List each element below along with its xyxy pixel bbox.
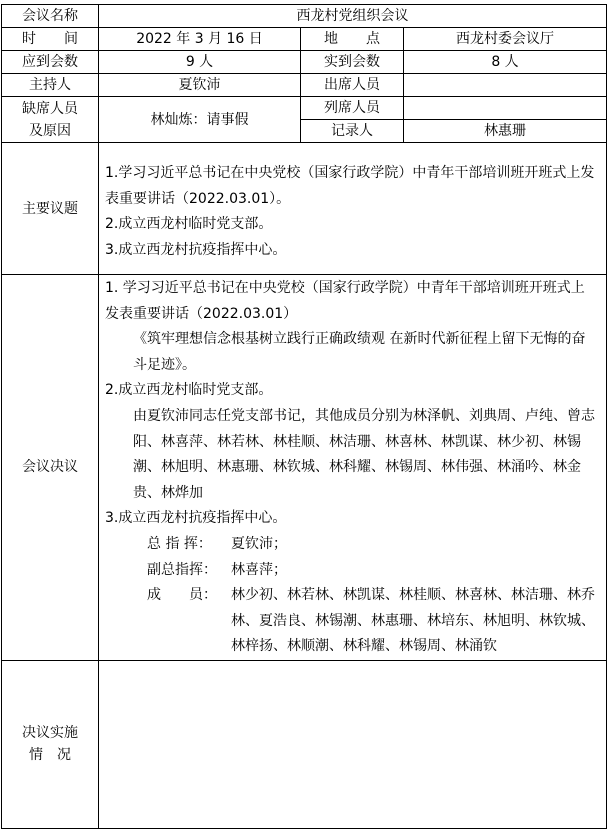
actual-count-label: 实到会数	[301, 51, 404, 74]
row-topics	[2, 143, 607, 275]
observers-value	[404, 97, 607, 120]
host-value: 夏钦沛	[99, 74, 301, 97]
resolution-content	[99, 275, 607, 661]
topic-item-2: 2.成立西龙村临时党支部。	[105, 216, 273, 233]
commander-label: 总 指 挥：	[147, 535, 212, 552]
resolution-label: 会议决议	[2, 275, 99, 661]
resolution-item-2: 2.成立西龙村临时党支部。	[105, 382, 273, 399]
place-value: 西龙村委会议厅	[404, 28, 607, 51]
topic-item-1: 1.学习习近平总书记在中央党校（国家行政学院）中青年干部培训班开班式上发表重要讲话（2022.03.01）。	[105, 165, 595, 207]
members-line	[105, 583, 598, 660]
recorder-value: 林惠珊	[404, 120, 607, 143]
absent-label-line2: 及原因	[29, 122, 71, 139]
deputy-label: 副总指挥：	[147, 561, 217, 578]
topics-label: 主要议题	[2, 143, 99, 275]
resolution-item-1: 1. 学习习近平总书记在中央党校（国家行政学院）中青年干部培训班开班式上发表重要讲话（2022.03.01）	[105, 280, 585, 322]
attendees-value	[404, 74, 607, 97]
row-implementation	[2, 660, 607, 828]
row-meeting-name	[2, 5, 607, 28]
actual-count-value: 8 人	[404, 51, 607, 74]
time-label: 时 间	[2, 28, 99, 51]
commander-line	[105, 532, 598, 558]
resolution-item-3: 3.成立西龙村抗疫指挥中心。	[105, 510, 287, 527]
implementation-label-line1: 决议实施	[22, 725, 78, 742]
time-value: 2022 年 3 月 16 日	[99, 28, 301, 51]
resolution-item-1-detail: 《筑牢理想信念根基树立践行正确政绩观 在新时代新征程上留下无悔的奋斗足迹》。	[133, 331, 586, 373]
row-absent-observers	[2, 97, 607, 120]
absent-label	[2, 97, 99, 143]
row-host-attendees	[2, 74, 607, 97]
members-label: 成 员：	[147, 587, 217, 604]
absent-value: 林灿炼：请事假	[99, 97, 301, 143]
commander-value: 夏钦沛；	[231, 535, 287, 552]
topics-content	[99, 143, 607, 275]
topic-item-3: 3.成立西龙村抗疫指挥中心。	[105, 241, 287, 258]
host-label: 主持人	[2, 74, 99, 97]
place-label: 地 点	[301, 28, 404, 51]
row-counts	[2, 51, 607, 74]
absent-label-line1: 缺席人员	[22, 100, 78, 117]
deputy-value: 林喜萍；	[231, 561, 287, 578]
meeting-minutes-table	[1, 4, 607, 829]
attendees-label: 出席人员	[301, 74, 404, 97]
observers-label: 列席人员	[301, 97, 404, 120]
meeting-name-value: 西龙村党组织会议	[99, 5, 607, 28]
meeting-name-label: 会议名称	[2, 5, 99, 28]
expected-count-label: 应到会数	[2, 51, 99, 74]
resolution-item-2-detail: 由夏钦沛同志任党支部书记，其他成员分别为林泽帆、刘典周、卢纯、曾志阳、林喜萍、林若林、林桂顺、林洁珊、林喜林、林凯谋、林少初、林锡潮、林旭明、林惠珊、林钦城、林科耀、林锡周、林伟强、林涌吟、林金贵、林烨加	[133, 407, 595, 501]
expected-count-value: 9 人	[99, 51, 301, 74]
row-time-place	[2, 28, 607, 51]
recorder-label: 记录人	[301, 120, 404, 143]
members-value: 林少初、林若林、林凯谋、林桂顺、林喜林、林洁珊、林乔林、夏浩良、林锡潮、林惠珊、林培东、林旭明、林钦城、林梓扬、林顺潮、林科耀、林锡周、林涌钦	[231, 587, 595, 655]
deputy-line	[105, 558, 598, 584]
implementation-label	[2, 660, 99, 828]
row-resolution	[2, 275, 607, 661]
implementation-label-line2: 情 况	[29, 747, 71, 764]
implementation-value	[99, 660, 607, 828]
